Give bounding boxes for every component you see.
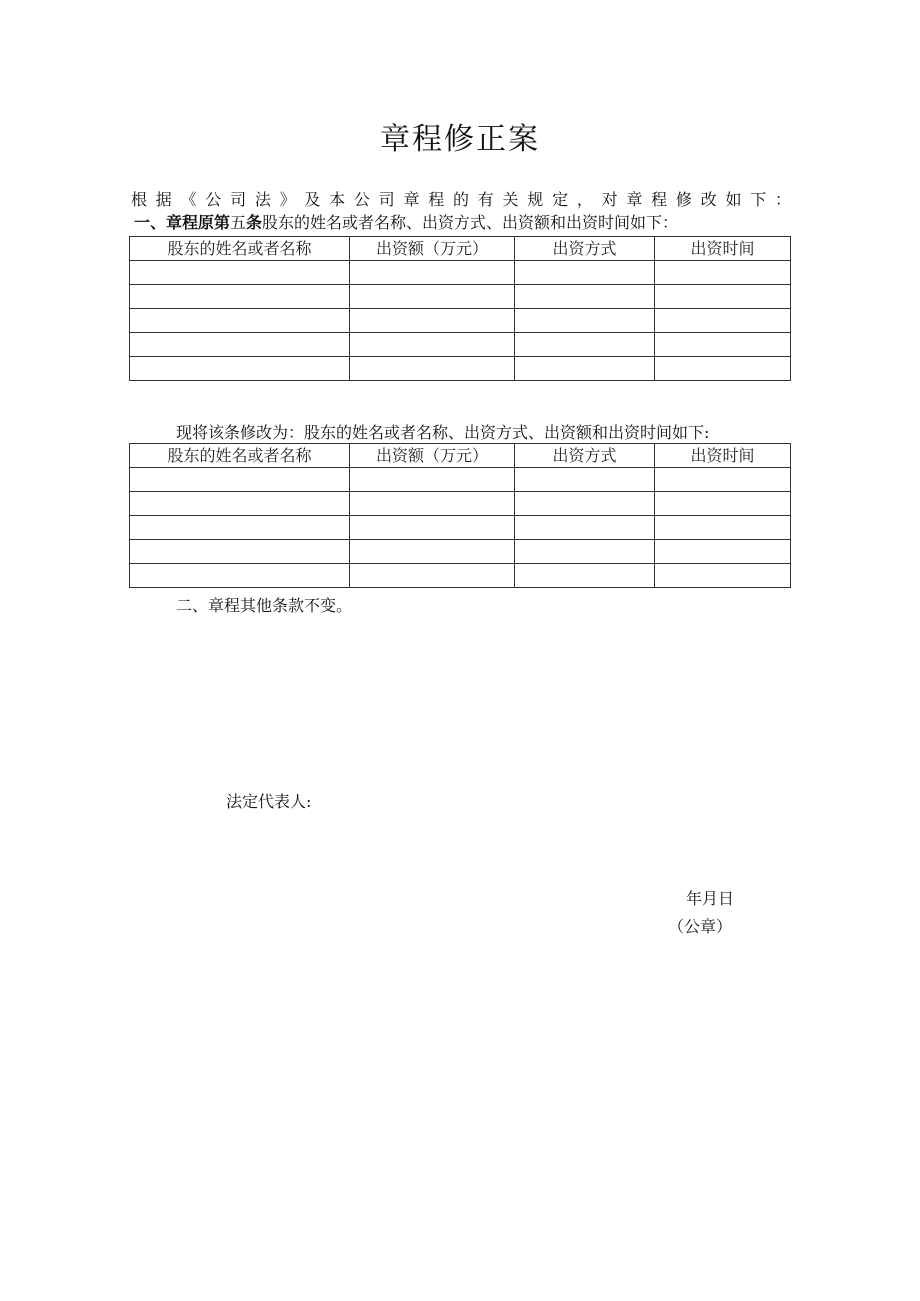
table-cell[interactable] [515, 540, 655, 564]
table-cell[interactable] [655, 285, 791, 309]
header-contribution-method: 出资方式 [515, 444, 655, 468]
table-row [130, 492, 791, 516]
header-contribution-amount: 出资额（万元） [350, 444, 515, 468]
table-row [130, 468, 791, 492]
table-header-row [130, 444, 791, 468]
table-cell[interactable] [350, 468, 515, 492]
table-cell[interactable] [130, 492, 350, 516]
table-cell[interactable] [350, 357, 515, 381]
intro-paragraph: 根据《公司法》及本公司章程的有关规定，对章程修改如下： [131, 190, 791, 209]
table-cell[interactable] [515, 309, 655, 333]
table-cell[interactable] [130, 516, 350, 540]
table-cell[interactable] [655, 516, 791, 540]
table-cell[interactable] [515, 564, 655, 588]
article-word: 条 [246, 213, 263, 232]
table-cell[interactable] [515, 261, 655, 285]
header-contribution-time: 出资时间 [655, 444, 791, 468]
revised-shareholder-table [129, 443, 791, 588]
table-cell[interactable] [350, 285, 515, 309]
table-cell[interactable] [515, 516, 655, 540]
table-cell[interactable] [130, 285, 350, 309]
table-cell[interactable] [515, 492, 655, 516]
table-row [130, 261, 791, 285]
original-shareholder-table [129, 236, 791, 381]
table-header-row [130, 237, 791, 261]
legal-representative-label: 法定代表人: [226, 792, 312, 811]
date-line: 年月日 [686, 889, 735, 908]
table-cell[interactable] [655, 333, 791, 357]
table-cell[interactable] [350, 564, 515, 588]
table-cell[interactable] [130, 540, 350, 564]
item-one-line [134, 211, 678, 235]
item-one-rest: 股东的姓名或者名称、出资方式、出资额和出资时间如下： [262, 213, 679, 232]
table-cell[interactable] [515, 468, 655, 492]
table-row [130, 285, 791, 309]
table-cell[interactable] [515, 285, 655, 309]
table-row [130, 357, 791, 381]
table-row [130, 309, 791, 333]
table-cell[interactable] [655, 564, 791, 588]
table-cell[interactable] [130, 357, 350, 381]
modify-intro-line: 现将该条修改为：股东的姓名或者名称、出资方式、出资额和出资时间如下: [176, 423, 710, 442]
table-cell[interactable] [515, 357, 655, 381]
table-row [130, 516, 791, 540]
company-seal-label: （公章） [668, 917, 733, 936]
table-cell[interactable] [350, 516, 515, 540]
table-row [130, 564, 791, 588]
header-contribution-method: 出资方式 [515, 237, 655, 261]
item-one-prefix: 一、章程原第 [134, 213, 231, 232]
table-cell[interactable] [350, 492, 515, 516]
table-cell[interactable] [350, 540, 515, 564]
table-cell[interactable] [655, 309, 791, 333]
item-two-line: 二、章程其他条款不变。 [176, 596, 353, 615]
table-cell[interactable] [655, 468, 791, 492]
table-cell[interactable] [130, 468, 350, 492]
table-cell[interactable] [130, 564, 350, 588]
table-row [130, 540, 791, 564]
table-cell[interactable] [655, 261, 791, 285]
table-cell[interactable] [130, 261, 350, 285]
header-contribution-time: 出资时间 [655, 237, 791, 261]
table-cell[interactable] [655, 540, 791, 564]
table-cell[interactable] [130, 333, 350, 357]
table-cell[interactable] [130, 309, 350, 333]
table-cell[interactable] [350, 309, 515, 333]
article-number: 五 [230, 213, 247, 232]
header-shareholder-name: 股东的姓名或者名称 [130, 237, 350, 261]
table-cell[interactable] [655, 492, 791, 516]
table-row [130, 333, 791, 357]
table-cell[interactable] [350, 261, 515, 285]
table-cell[interactable] [350, 333, 515, 357]
table-cell[interactable] [515, 333, 655, 357]
document-title: 章程修正案 [380, 122, 540, 157]
table-cell[interactable] [655, 357, 791, 381]
header-shareholder-name: 股东的姓名或者名称 [130, 444, 350, 468]
header-contribution-amount: 出资额（万元） [350, 237, 515, 261]
